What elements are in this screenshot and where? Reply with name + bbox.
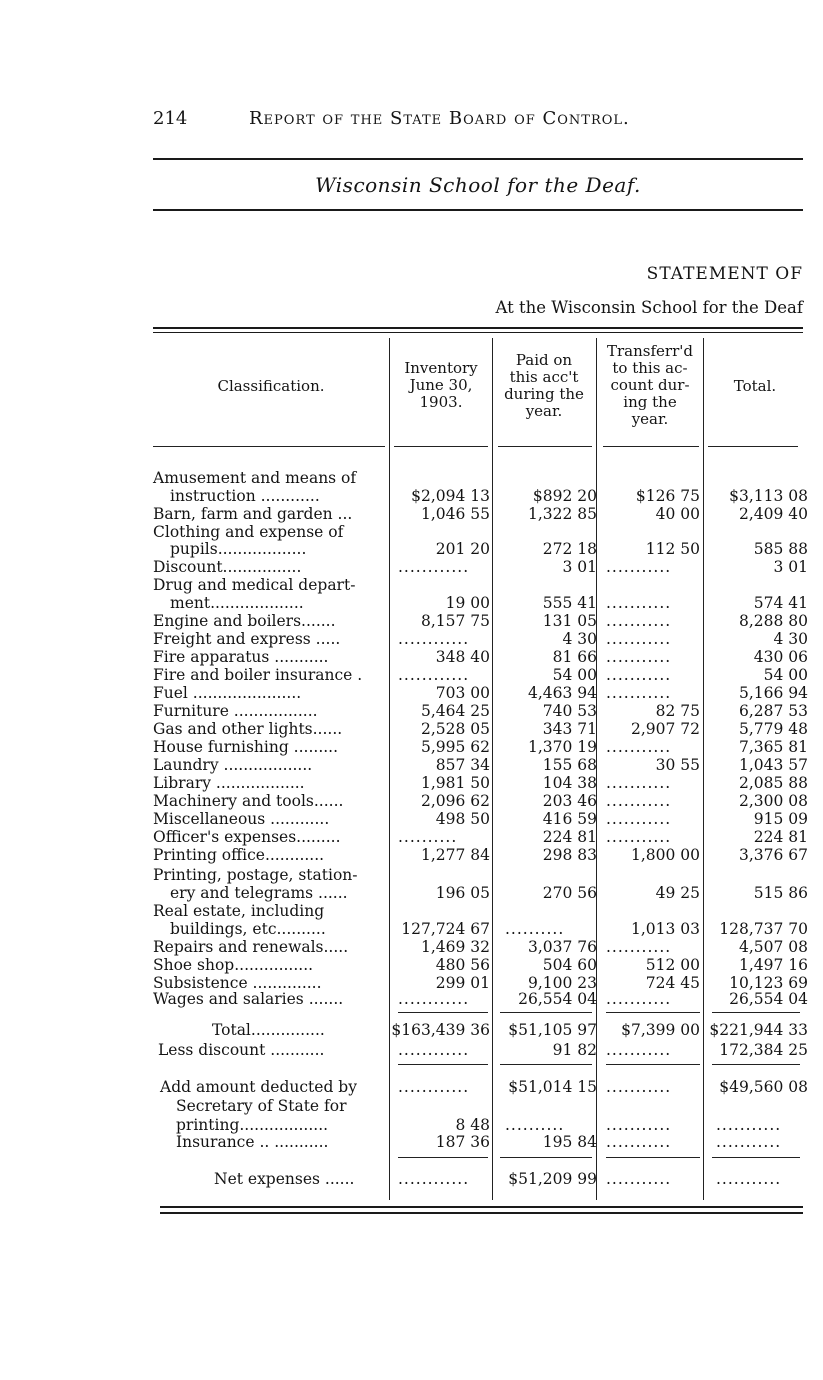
leader-dots: ...........	[606, 594, 672, 612]
row-label: ery and telegrams ......	[170, 884, 348, 902]
leader-dots: ...........	[606, 810, 672, 828]
column-head-line: Transferr'd	[607, 342, 693, 360]
column-head-classification: Classification.	[217, 377, 325, 395]
total-cell: 8,288 80	[738, 612, 808, 630]
statement-heading: STATEMENT OF	[646, 264, 803, 284]
leader-dots: ...........	[606, 684, 672, 702]
inventory-cell: $2,094 13	[411, 487, 490, 505]
table-row	[0, 866, 823, 884]
paid-cell: 555 41	[542, 594, 597, 612]
inventory-cell: 498 50	[435, 810, 490, 828]
inventory-cell: 2,096 62	[420, 792, 490, 810]
table-row	[0, 956, 823, 974]
row-label: Amusement and means of	[153, 469, 357, 487]
column-head-total: Total.	[733, 377, 777, 395]
paid-cell: 9,100 23	[527, 974, 597, 992]
table-row	[0, 990, 823, 1008]
table-row	[0, 828, 823, 846]
total-cell: 1,497 16	[738, 956, 808, 974]
total-cell: 4,507 08	[738, 938, 808, 956]
row-label: Real estate, including	[153, 902, 325, 920]
inventory-total: $163,439 36	[391, 1021, 490, 1039]
paid-cell: 416 59	[542, 810, 597, 828]
inventory-cell: 348 40	[435, 648, 490, 666]
table-row	[0, 792, 823, 810]
paid-less: 91 82	[552, 1041, 597, 1059]
top-rule	[153, 158, 803, 160]
total-label: Total...............	[212, 1021, 325, 1039]
inventory-cell: 1,469 32	[420, 938, 490, 956]
column-head-line: 1903.	[419, 393, 463, 411]
column-head-line: June 30,	[409, 376, 473, 394]
inventory-cell: 196 05	[435, 884, 490, 902]
head-underline	[153, 446, 385, 447]
leader-dots: ...........	[606, 666, 672, 684]
column-head-inventory	[391, 360, 491, 411]
table-row	[0, 505, 823, 523]
head-underline	[498, 446, 592, 447]
table-row	[0, 738, 823, 756]
row-label: Furniture .................	[153, 702, 318, 720]
paid-cell: $892 20	[532, 487, 597, 505]
sum-rule	[500, 1012, 592, 1013]
total-cell: 5,779 48	[738, 720, 808, 738]
head-underline	[394, 446, 488, 447]
row-label: Fire apparatus ...........	[153, 648, 329, 666]
leader-dots: ..........	[505, 1116, 565, 1134]
column-head-line: Paid on	[515, 351, 573, 369]
total-cell: 1,043 57	[738, 756, 808, 774]
inventory-cell: 201 20	[435, 540, 490, 558]
inventory-insurance: 187 36	[435, 1133, 490, 1151]
total-cell: 10,123 69	[729, 974, 808, 992]
add-amount-row	[0, 1097, 823, 1115]
leader-dots: ............	[398, 1041, 470, 1059]
inventory-cell: 480 56	[435, 956, 490, 974]
row-label: Drug and medical depart-	[153, 576, 356, 594]
insurance-row	[0, 1133, 823, 1151]
total-cell: 585 88	[753, 540, 808, 558]
total-cell: 2,409 40	[738, 505, 808, 523]
transferred-cell: 2,907 72	[630, 720, 700, 738]
paid-insurance: 195 84	[542, 1133, 597, 1151]
table-row	[0, 469, 823, 487]
column-head-line: year.	[631, 410, 669, 428]
leader-dots: ............	[398, 630, 470, 648]
table-row	[0, 774, 823, 792]
table-row	[0, 902, 823, 920]
row-label: Library ..................	[153, 774, 305, 792]
sum-rule	[500, 1064, 592, 1065]
row-label: Printing office............	[153, 846, 325, 864]
sum-rule	[398, 1157, 488, 1158]
row-label: Freight and express .....	[153, 630, 341, 648]
paid-cell: 155 68	[542, 756, 597, 774]
inventory-cell: 299 01	[435, 974, 490, 992]
total-cell: 7,365 81	[738, 738, 808, 756]
leader-dots: ............	[398, 558, 470, 576]
table-top-rule	[153, 327, 803, 329]
paid-cell: 1,370 19	[527, 738, 597, 756]
inventory-cell: 1,981 50	[420, 774, 490, 792]
total-net: $49,560 08	[719, 1078, 808, 1096]
column-head-line: year.	[525, 402, 563, 420]
inventory-cell: 127,724 67	[401, 920, 490, 938]
transferred-cell: 40 00	[655, 505, 700, 523]
row-label: Barn, farm and garden ...	[153, 505, 353, 523]
paid-cell: 81 66	[552, 648, 597, 666]
table-bottom-rule	[160, 1206, 803, 1208]
column-head-line: during the	[504, 385, 584, 403]
leader-dots: ...........	[606, 774, 672, 792]
row-label: Clothing and expense of	[153, 523, 344, 541]
leader-dots: ...........	[606, 558, 672, 576]
sum-rule	[712, 1064, 800, 1065]
total-cell: 3,376 67	[738, 846, 808, 864]
less-discount-label: Less discount ...........	[158, 1041, 325, 1059]
paid-cell: 54 00	[552, 666, 597, 684]
total-cell: 5,166 94	[738, 684, 808, 702]
inventory-cell: 857 34	[435, 756, 490, 774]
row-label: Repairs and renewals.....	[153, 938, 349, 956]
leader-dots: ............	[398, 990, 470, 1008]
row-label: instruction ............	[170, 487, 320, 505]
table-row	[0, 630, 823, 648]
net-expenses-row	[0, 1170, 823, 1188]
table-row	[0, 938, 823, 956]
row-label: Engine and boilers.......	[153, 612, 336, 630]
total-cell: 4 30	[773, 630, 808, 648]
total-cell: 26,554 04	[729, 990, 808, 1008]
table-row	[0, 558, 823, 576]
paid-cell: 298 83	[542, 846, 597, 864]
sum-rule	[712, 1012, 800, 1013]
table-row	[0, 920, 823, 938]
leader-dots: ...........	[606, 792, 672, 810]
paid-cell: 3 01	[562, 558, 597, 576]
table-top-rule-thin	[153, 332, 803, 333]
grand-total: $221,944 33	[709, 1021, 808, 1039]
transferred-cell: 30 55	[655, 756, 700, 774]
table-row	[0, 540, 823, 558]
leader-dots: ...........	[606, 1170, 672, 1188]
total-cell: 6,287 53	[738, 702, 808, 720]
row-label: Shoe shop................	[153, 956, 314, 974]
column-head-paid	[493, 352, 595, 420]
page-subtitle: Wisconsin School for the Deaf.	[315, 173, 641, 197]
sum-rule	[606, 1157, 700, 1158]
paid-cell: 224 81	[542, 828, 597, 846]
row-label: Gas and other lights......	[153, 720, 343, 738]
paid-cell: 740 53	[542, 702, 597, 720]
row-label: Laundry ..................	[153, 756, 313, 774]
table-row	[0, 684, 823, 702]
paid-cell: 272 18	[542, 540, 597, 558]
total-cell: 574 41	[753, 594, 808, 612]
leader-dots: ...........	[606, 1041, 672, 1059]
transferred-cell: 1,013 03	[630, 920, 700, 938]
transferred-total: $7,399 00	[621, 1021, 700, 1039]
leader-dots: ...........	[606, 828, 672, 846]
column-head-line: count dur-	[610, 376, 690, 394]
total-less: 172,384 25	[719, 1041, 808, 1059]
paid-cell: 3,037 76	[527, 938, 597, 956]
row-label: Discount................	[153, 558, 302, 576]
table-row	[0, 576, 823, 594]
transferred-cell: 724 45	[645, 974, 700, 992]
sum-rule	[712, 1157, 800, 1158]
total-cell: 515 86	[753, 884, 808, 902]
total-cell: 915 09	[753, 810, 808, 828]
row-label: Officer's expenses.........	[153, 828, 341, 846]
leader-dots: ...........	[716, 1170, 782, 1188]
subtitle-rule	[153, 209, 803, 211]
row-label: Miscellaneous ............	[153, 810, 330, 828]
insurance-label: Insurance .. ...........	[176, 1133, 329, 1151]
inventory-cell: 5,464 25	[420, 702, 490, 720]
total-cell: 2,300 08	[738, 792, 808, 810]
leader-dots: ..........	[505, 920, 565, 938]
row-label: Machinery and tools......	[153, 792, 344, 810]
sum-rule	[398, 1064, 488, 1065]
total-cell: 2,085 88	[738, 774, 808, 792]
leader-dots: ...........	[606, 938, 672, 956]
table-bottom-rule	[160, 1212, 803, 1214]
transferred-cell: 82 75	[655, 702, 700, 720]
table-row	[0, 810, 823, 828]
paid-cell: 4,463 94	[527, 684, 597, 702]
column-head-transferred	[597, 343, 703, 428]
leader-dots: ...........	[716, 1116, 782, 1134]
row-label: Subsistence ..............	[153, 974, 322, 992]
net-expenses-label: Net expenses ......	[214, 1170, 355, 1188]
paid-cell: 343 71	[542, 720, 597, 738]
inventory-printing: 8 48	[455, 1116, 490, 1134]
head-underline	[603, 446, 699, 447]
running-title: Report of the State Board of Control.	[249, 108, 630, 129]
table-row	[0, 756, 823, 774]
inventory-cell: 703 00	[435, 684, 490, 702]
row-label: Printing, postage, station-	[153, 866, 358, 884]
sum-rule	[606, 1012, 700, 1013]
table-row	[0, 846, 823, 864]
paid-total: $51,105 97	[508, 1021, 597, 1039]
page-number: 214	[153, 108, 188, 129]
inventory-cell: 1,277 84	[420, 846, 490, 864]
add-amount-label: Secretary of State for	[176, 1097, 347, 1115]
running-head	[153, 108, 803, 132]
total-row	[0, 1021, 823, 1039]
table-row	[0, 612, 823, 630]
inventory-cell: 19 00	[445, 594, 490, 612]
row-label: Wages and salaries .......	[153, 990, 344, 1008]
column-head-line: ing the	[623, 393, 677, 411]
total-cell: 3 01	[773, 558, 808, 576]
leader-dots: ...........	[606, 612, 672, 630]
total-cell: $3,113 08	[729, 487, 808, 505]
leader-dots: ............	[398, 1078, 470, 1096]
total-cell: 128,737 70	[719, 920, 808, 938]
leader-dots: ...........	[606, 738, 672, 756]
leader-dots: ...........	[606, 648, 672, 666]
inventory-cell: 2,528 05	[420, 720, 490, 738]
column-head-line: to this ac-	[612, 359, 688, 377]
add-amount-label: Add amount deducted by	[160, 1078, 357, 1096]
leader-dots: ...........	[606, 630, 672, 648]
paid-net: $51,014 15	[508, 1078, 597, 1096]
paid-cell: 104 38	[542, 774, 597, 792]
paid-cell: 203 46	[542, 792, 597, 810]
table-row	[0, 487, 823, 505]
paid-cell: 270 56	[542, 884, 597, 902]
statement-subheading: At the Wisconsin School for the Deaf	[495, 298, 803, 317]
row-label: Fire and boiler insurance .	[153, 666, 363, 684]
row-label: pupils..................	[170, 540, 307, 558]
inventory-cell: 5,995 62	[420, 738, 490, 756]
total-cell: 54 00	[763, 666, 808, 684]
inventory-cell: 8,157 75	[420, 612, 490, 630]
transferred-cell: 49 25	[655, 884, 700, 902]
paid-cell: 26,554 04	[518, 990, 597, 1008]
leader-dots: ...........	[606, 1116, 672, 1134]
paid-net-expenses: $51,209 99	[508, 1170, 597, 1188]
paid-cell: 1,322 85	[527, 505, 597, 523]
table-row	[0, 666, 823, 684]
leader-dots: ...........	[606, 1078, 672, 1096]
leader-dots: ...........	[606, 1133, 672, 1151]
sum-rule	[398, 1012, 488, 1013]
leader-dots: ...........	[606, 990, 672, 1008]
table-row	[0, 702, 823, 720]
paid-cell: 131 05	[542, 612, 597, 630]
table-row	[0, 523, 823, 541]
row-label: buildings, etc..........	[170, 920, 326, 938]
paid-cell: 504 60	[542, 956, 597, 974]
total-cell: 224 81	[753, 828, 808, 846]
row-label: ment...................	[170, 594, 304, 612]
row-label: Fuel ......................	[153, 684, 302, 702]
table-row	[0, 594, 823, 612]
table-row	[0, 720, 823, 738]
inventory-cell: 1,046 55	[420, 505, 490, 523]
table-row	[0, 884, 823, 902]
leader-dots: ............	[398, 1170, 470, 1188]
printing-label: printing..................	[176, 1116, 329, 1134]
sum-rule	[500, 1157, 592, 1158]
printing-row	[0, 1116, 823, 1134]
leader-dots: ...........	[716, 1133, 782, 1151]
row-label: House furnishing .........	[153, 738, 339, 756]
transferred-cell: $126 75	[635, 487, 700, 505]
paid-cell: 4 30	[562, 630, 597, 648]
total-cell: 430 06	[753, 648, 808, 666]
leader-dots: ............	[398, 666, 470, 684]
head-underline	[708, 446, 798, 447]
transferred-cell: 512 00	[645, 956, 700, 974]
less-discount-row	[0, 1041, 823, 1059]
transferred-cell: 112 50	[645, 540, 700, 558]
transferred-cell: 1,800 00	[630, 846, 700, 864]
leader-dots: ..........	[398, 828, 458, 846]
column-head-line: this acc't	[509, 368, 579, 386]
add-amount-row	[0, 1078, 823, 1096]
column-head-line: Inventory	[404, 359, 478, 377]
table-row	[0, 648, 823, 666]
sum-rule	[606, 1064, 700, 1065]
